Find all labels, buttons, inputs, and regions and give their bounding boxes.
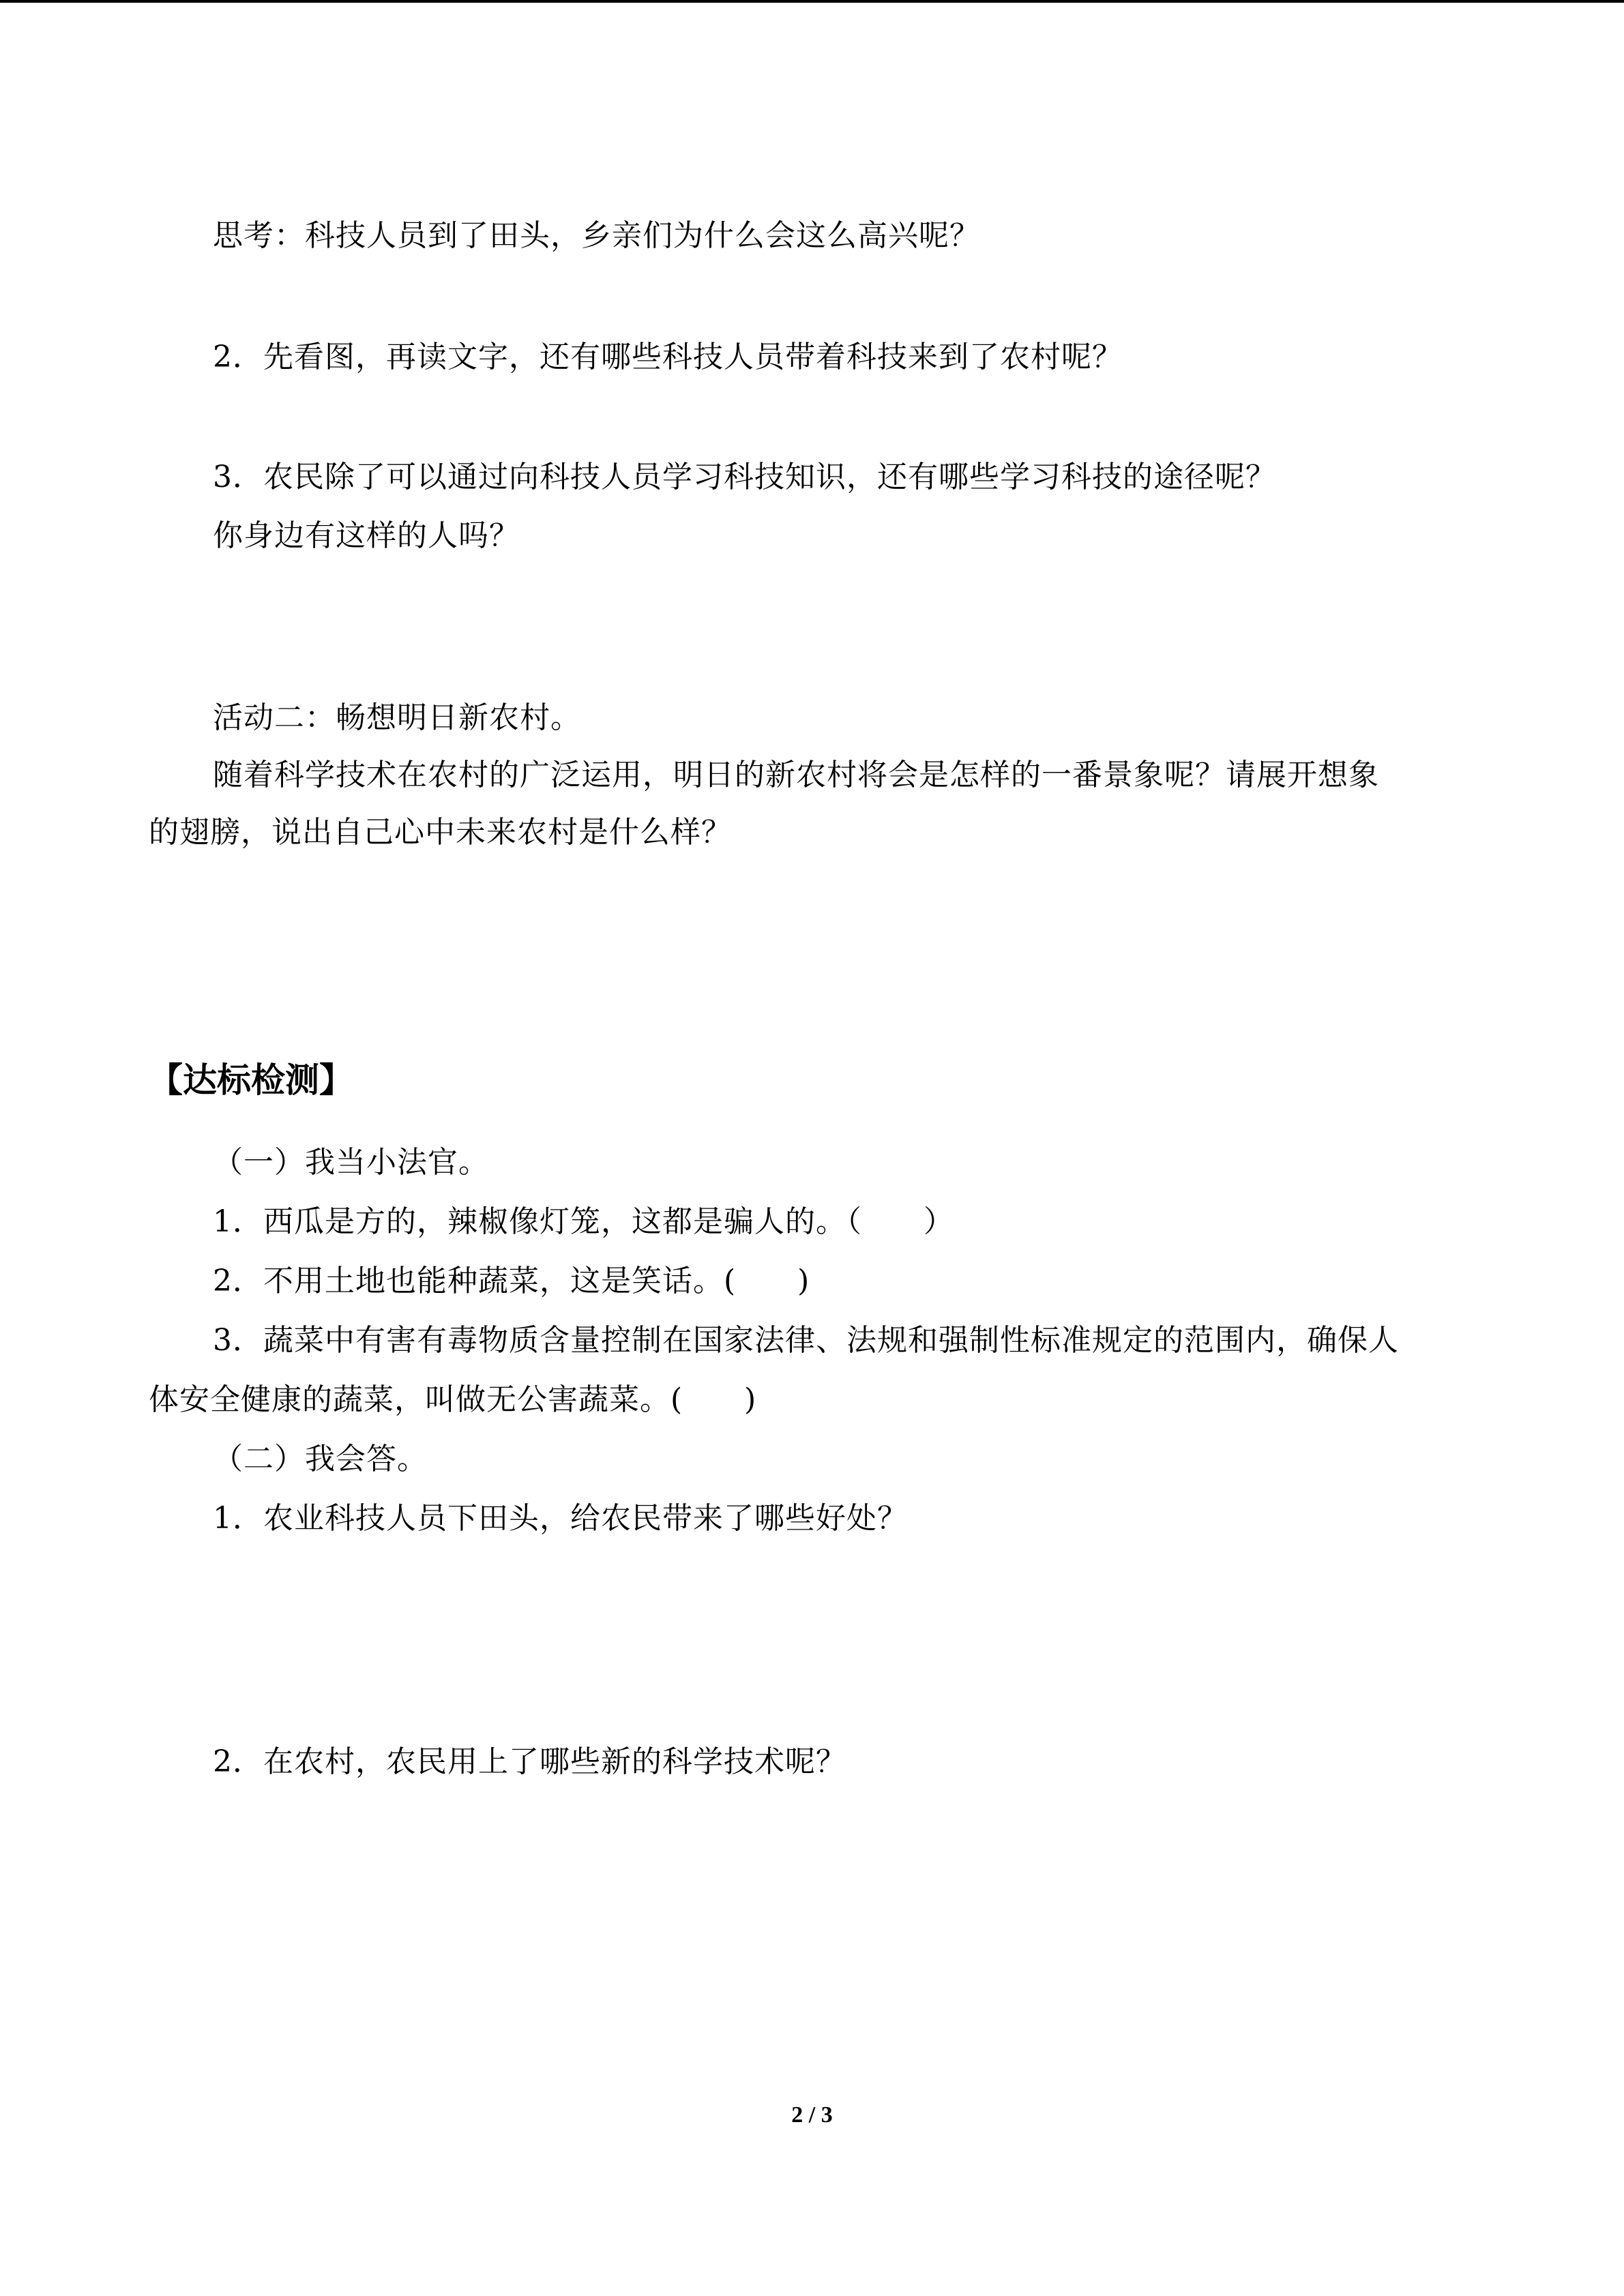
part-1-item-2: 2．不用土地也能种蔬菜，这是笑话。( ) (213, 1264, 810, 1298)
thinking-prompt: 思考：科技人员到了田头，乡亲们为什么会这么高兴呢？ (213, 218, 980, 253)
page-number: 2 / 3 (791, 2102, 833, 2128)
question-2: 2．先看图，再读文字，还有哪些科技人员带着科技来到了农村呢？ (213, 340, 1123, 374)
activity-2-title: 活动二：畅想明日新农村。 (213, 700, 581, 735)
activity-2-body-line-2: 的翅膀，说出自己心中未来农村是什么样？ (149, 815, 732, 850)
part-1-item-3-line-2: 体安全健康的蔬菜，叫做无公害蔬菜。( ) (149, 1382, 757, 1417)
part-2-item-2: 2．在农村，农民用上了哪些新的科学技术呢？ (213, 1744, 846, 1779)
assessment-heading: 【达标检测】 (149, 1060, 353, 1100)
part-1-title: （一）我当小法官。 (213, 1145, 489, 1180)
part-2-title: （二）我会答。 (213, 1442, 428, 1476)
part-1-item-1: 1．西瓜是方的，辣椒像灯笼，这都是骗人的。（ ） (213, 1204, 954, 1239)
top-border-line (0, 0, 1624, 3)
part-1-item-3-line-1: 3．蔬菜中有害有毒物质含量控制在国家法律、法规和强制性标准规定的范围内，确保人 (213, 1323, 1399, 1358)
part-2-item-1: 1．农业科技人员下田头，给农民带来了哪些好处？ (213, 1501, 908, 1536)
question-3-line-1: 3．农民除了可以通过向科技人员学习科技知识，还有哪些学习科技的途径呢？ (213, 460, 1276, 494)
question-3-line-2: 你身边有这样的人吗？ (213, 518, 520, 553)
activity-2-body-line-1: 随着科学技术在农村的广泛运用，明日的新农村将会是怎样的一番景象呢？请展开想象 (213, 758, 1379, 792)
